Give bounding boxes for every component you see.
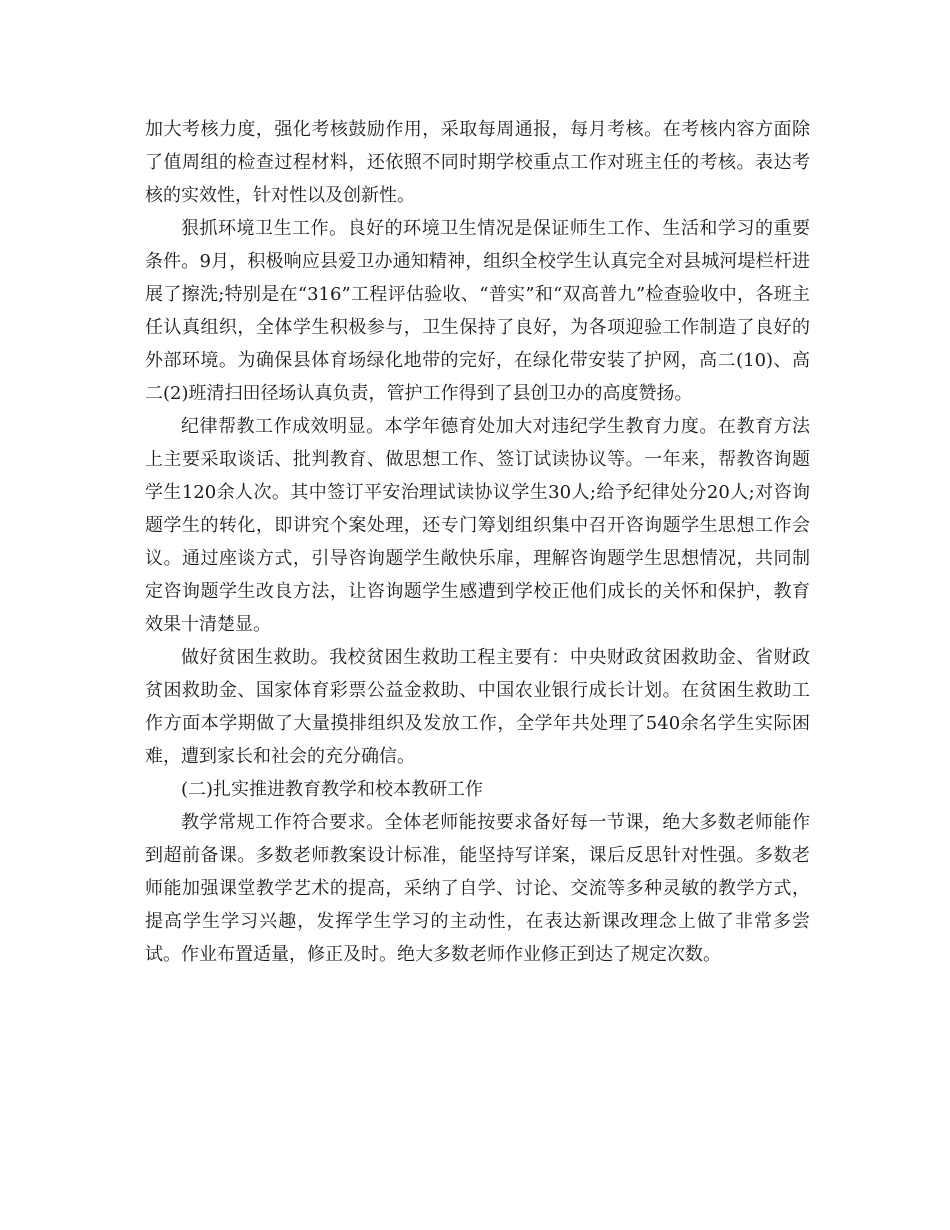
paragraph-teaching-routine: 教学常规工作符合要求。全体老师能按要求备好每一节课，绝大多数老师能作到超前备课。多数老师教案设计标准，能坚持写详案，课后反思针对性强。多数老师能加强课堂教学艺术的提高，采纳了自学、讨论、交流等多种灵敏的教学方式，提高学生学习兴趣，发挥学生学习的主动性，在表达新课改理念上做了非常多尝试。作业布置适量，修正及时。绝大多数老师作业修正到达了规定次数。	[145, 812, 810, 965]
paragraph-environment-hygiene: 狠抓环境卫生工作。良好的环境卫生情况是保证师生工作、生活和学习的重要条件。9月，积极响应县爱卫办通知精神，组织全校学生认真完全对县城河堤栏杆进展了擦洗;特别是在“316”工程评估验收、“普实”和“双高普九”检查验收中，各班主任认真组织，全体学生积极参与，卫生保持了良好，为各项迎验工作制造了良好的外部环境。为确保县体育场绿化地带的完好，在绿化带安装了护网，高二(10)、高二(2)班清扫田径场认真负责，管护工作得到了县创卫办的高度赞扬。	[145, 218, 810, 404]
section-heading-teaching-research: (二)扎实推进教育教学和校本教研工作	[181, 779, 484, 800]
document-body	[145, 113, 810, 971]
paragraph-assessment: 加大考核力度，强化考核鼓励作用，采取每周通报，每月考核。在考核内容方面除了值周组的检查过程材料，还依照不同时期学校重点工作对班主任的考核。表达考核的实效性，针对性以及创新性。	[145, 119, 810, 206]
paragraph-discipline-guidance: 纪律帮教工作成效明显。本学年德育处加大对违纪学生教育力度。在教育方法上主要采取谈话、批判教育、做思想工作、签订试读协议等。一年来，帮教咨询题学生120余人次。其中签订平安治理试读协议学生30人;给予纪律处分20人;对咨询题学生的转化，即讲究个案处理，还专门筹划组织集中召开咨询题学生思想工作会议。通过座谈方式，引导咨询题学生敞快乐扉，理解咨询题学生思想情况，共同制定咨询题学生改良方法，让咨询题学生感遭到学校正他们成长的关怀和保护，教育效果十清楚显。	[145, 416, 810, 635]
paragraph-poverty-aid: 做好贫困生救助。我校贫困生救助工程主要有：中央财政贫困救助金、省财政贫困救助金、国家体育彩票公益金救助、中国农业银行成长计划。在贫困生救助工作方面本学期做了大量摸排组织及发放工作，全学年共处理了540余名学生实际困难，遭到家长和社会的充分确信。	[145, 647, 810, 767]
